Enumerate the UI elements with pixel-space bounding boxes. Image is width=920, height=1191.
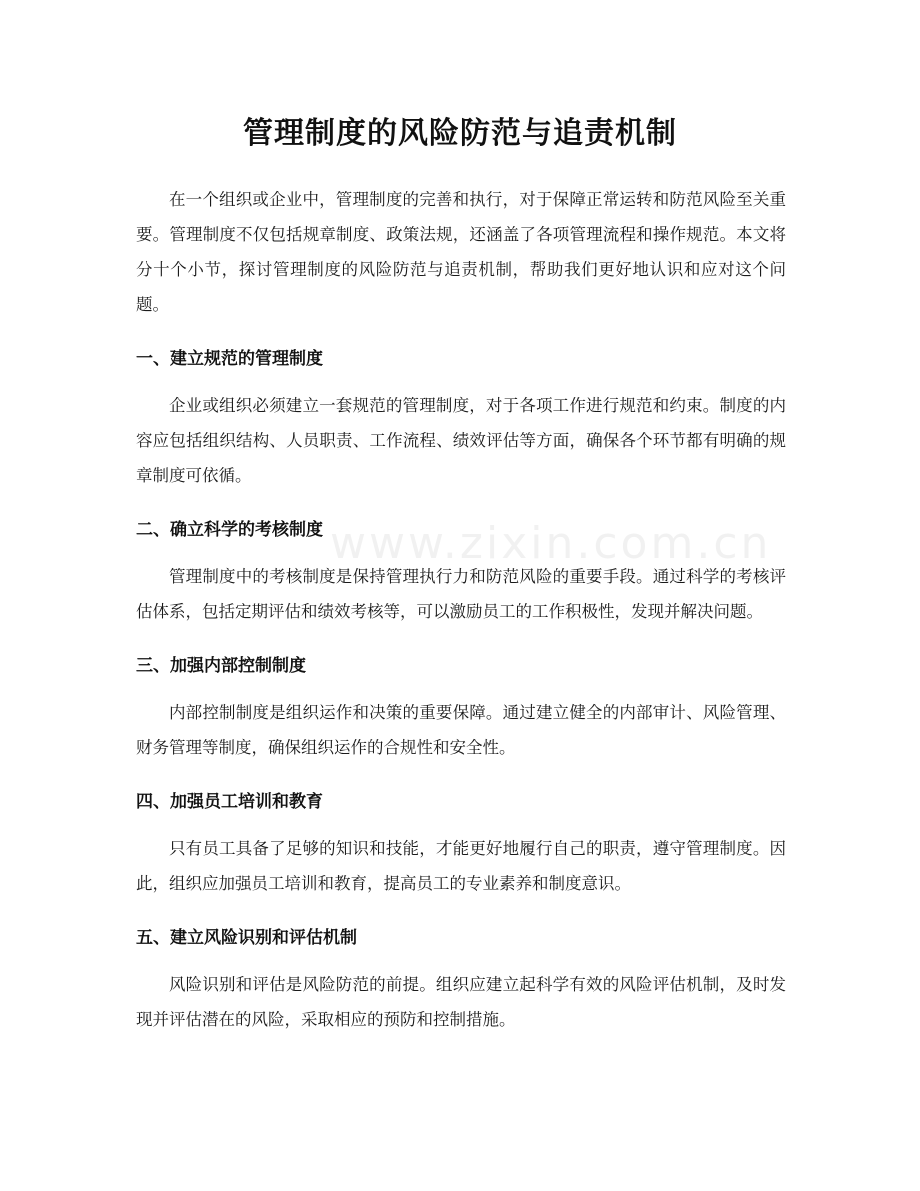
section-heading-3: 三、加强内部控制制度 — [136, 656, 306, 676]
section-paragraph-5: 风险识别和评估是风险防范的前提。组织应建立起科学有效的风险评估机制，及时发现并评估潜在的风险，采取相应的预防和控制措施。 — [136, 975, 786, 1029]
section-paragraph-4: 只有员工具备了足够的知识和技能，才能更好地履行自己的职责，遵守管理制度。因此，组织应加强员工培训和教育，提高员工的专业素养和制度意识。 — [136, 839, 786, 893]
section-paragraph-3: 内部控制制度是组织运作和决策的重要保障。通过建立健全的内部审计、风险管理、财务管理等制度，确保组织运作的合规性和安全性。 — [136, 703, 786, 757]
watermark: www.zixin.com.cn — [330, 518, 772, 569]
intro-paragraph: 在一个组织或企业中，管理制度的完善和执行，对于保障正常运转和防范风险至关重要。管理制度不仅包括规章制度、政策法规，还涵盖了各项管理流程和操作规范。本文将分十个小节，探讨管理制度的风险防范与追责机制，帮助我们更好地认识和应对这个问题。 — [136, 190, 786, 314]
section-heading-5: 五、建立风险识别和评估机制 — [136, 928, 357, 948]
section-heading-1: 一、建立规范的管理制度 — [136, 349, 323, 369]
section-heading-4: 四、加强员工培训和教育 — [136, 792, 323, 812]
document-title: 管理制度的风险防范与追责机制 — [243, 116, 677, 151]
section-paragraph-1: 企业或组织必须建立一套规范的管理制度，对于各项工作进行规范和约束。制度的内容应包括组织结构、人员职责、工作流程、绩效评估等方面，确保各个环节都有明确的规章制度可依循。 — [136, 396, 786, 485]
section-heading-2: 二、确立科学的考核制度 — [136, 520, 323, 540]
document-body — [136, 182, 786, 1037]
section-paragraph-2: 管理制度中的考核制度是保持管理执行力和防范风险的重要手段。通过科学的考核评估体系，包括定期评估和绩效考核等，可以激励员工的工作积极性，发现并解决问题。 — [136, 567, 786, 621]
